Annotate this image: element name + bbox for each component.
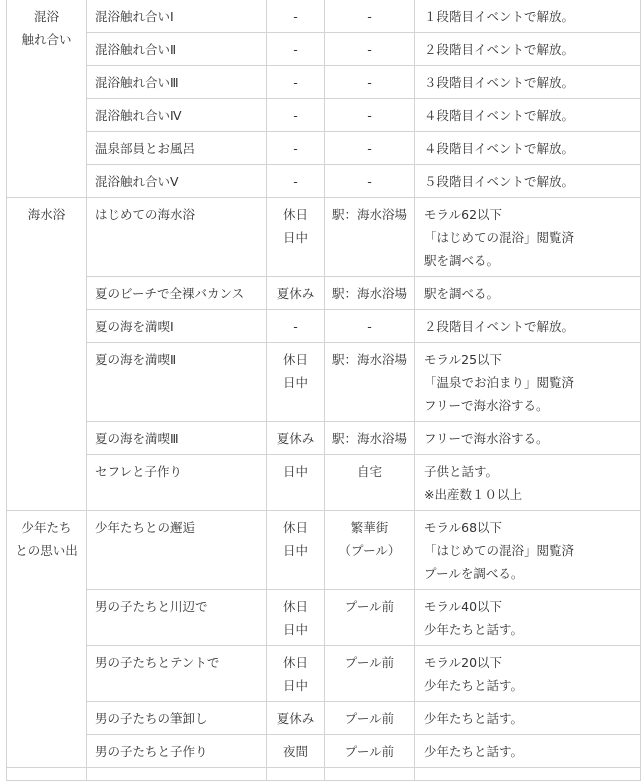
condition-cell — [415, 198, 641, 277]
time-cell — [267, 66, 325, 99]
place-cell — [325, 455, 415, 511]
table-row — [7, 422, 641, 455]
place-cell-line: 繁華街 — [350, 520, 389, 535]
empty-cell — [415, 768, 641, 781]
time-cell-line: 日中 — [282, 464, 308, 479]
event-name-cell: 温泉部員とお風呂 — [87, 132, 267, 165]
time-cell — [267, 310, 325, 343]
time-cell — [267, 165, 325, 198]
condition-cell-line: 「はじめての混浴」閲覧済 — [424, 543, 575, 558]
place-cell — [325, 590, 415, 646]
condition-cell — [415, 702, 641, 735]
condition-cell — [415, 0, 641, 33]
time-cell-line: 休日 — [282, 207, 308, 222]
table-row — [7, 132, 641, 165]
category-cell — [7, 0, 87, 198]
place-cell — [325, 0, 415, 33]
event-name-cell: 夏の海を満喫Ⅲ — [87, 422, 267, 455]
time-cell-line: - — [293, 319, 298, 334]
time-cell-line: 日中 — [282, 622, 308, 637]
empty-cell — [325, 768, 415, 781]
time-cell — [267, 343, 325, 422]
place-cell — [325, 277, 415, 310]
place-cell-line: - — [367, 42, 372, 57]
table-row — [7, 0, 641, 33]
category-cell — [7, 511, 87, 768]
condition-cell — [415, 735, 641, 768]
time-cell-line: 日中 — [282, 678, 308, 693]
condition-cell — [415, 165, 641, 198]
event-table-body — [7, 0, 641, 781]
place-cell — [325, 99, 415, 132]
category-cell — [7, 198, 87, 511]
condition-cell-line: ３段階目イベントで解放。 — [424, 75, 575, 90]
place-cell — [325, 735, 415, 768]
condition-cell-line: 子供と話す。 — [424, 464, 499, 479]
condition-cell-line: フリーで海水浴する。 — [424, 431, 549, 446]
empty-cell — [87, 768, 267, 781]
place-cell — [325, 422, 415, 455]
condition-cell-line: モラル40以下 — [424, 599, 503, 614]
time-cell — [267, 646, 325, 702]
condition-cell-line: １段階目イベントで解放。 — [424, 9, 575, 24]
event-name-cell: 夏のビーチで全裸バカンス — [87, 277, 267, 310]
event-name-cell: 夏の海を満喫Ⅱ — [87, 343, 267, 422]
condition-cell — [415, 511, 641, 590]
condition-cell-line: モラル68以下 — [424, 520, 503, 535]
time-cell-line: 日中 — [282, 375, 308, 390]
event-name-cell: 混浴触れ合いⅣ — [87, 99, 267, 132]
time-cell — [267, 422, 325, 455]
time-cell-line: - — [293, 108, 298, 123]
event-name-cell: 混浴触れ合いⅠ — [87, 0, 267, 33]
time-cell-line: - — [293, 141, 298, 156]
place-cell — [325, 702, 415, 735]
time-cell — [267, 702, 325, 735]
time-cell — [267, 132, 325, 165]
event-table — [6, 0, 641, 781]
time-cell — [267, 198, 325, 277]
table-row — [7, 735, 641, 768]
place-cell — [325, 198, 415, 277]
time-cell-line: 休日 — [282, 520, 308, 535]
event-name-cell: 男の子たちとテントで — [87, 646, 267, 702]
table-row — [7, 511, 641, 590]
place-cell — [325, 165, 415, 198]
time-cell-line: 夜間 — [282, 744, 308, 759]
condition-cell — [415, 99, 641, 132]
time-cell — [267, 99, 325, 132]
event-name-cell: 夏の海を満喫Ⅰ — [87, 310, 267, 343]
table-row — [7, 310, 641, 343]
condition-cell-line: 少年たちと話す。 — [424, 711, 524, 726]
condition-cell — [415, 277, 641, 310]
condition-cell-line: ※出産数１０以上 — [424, 487, 522, 502]
table-row — [7, 590, 641, 646]
place-cell-line: 自宅 — [356, 464, 382, 479]
condition-cell — [415, 132, 641, 165]
condition-cell — [415, 66, 641, 99]
time-cell — [267, 455, 325, 511]
place-cell-line: プール前 — [344, 711, 395, 726]
place-cell-line: - — [367, 9, 372, 24]
time-cell — [267, 511, 325, 590]
event-name-cell: 少年たちとの邂逅 — [87, 511, 267, 590]
condition-cell-line: ５段階目イベントで解放。 — [424, 174, 575, 189]
condition-cell-line: フリーで海水浴する。 — [424, 398, 549, 413]
place-cell-line: プール前 — [344, 655, 395, 670]
place-cell-line: - — [367, 319, 372, 334]
condition-cell — [415, 590, 641, 646]
condition-cell-line: 少年たちと話す。 — [424, 622, 524, 637]
table-row — [7, 198, 641, 277]
place-cell-line: 駅：海水浴場 — [331, 207, 407, 222]
condition-cell — [415, 422, 641, 455]
condition-cell-line: 少年たちと話す。 — [424, 744, 524, 759]
event-name-cell: 男の子たちと川辺で — [87, 590, 267, 646]
time-cell-line: 日中 — [282, 543, 308, 558]
time-cell-line: 休日 — [282, 655, 308, 670]
event-name-cell: 混浴触れ合いⅤ — [87, 165, 267, 198]
time-cell-line: 日中 — [282, 230, 308, 245]
condition-cell-line: モラル20以下 — [424, 655, 503, 670]
time-cell-line: - — [293, 75, 298, 90]
condition-cell-line: ４段階目イベントで解放。 — [424, 108, 575, 123]
place-cell-line: （プール） — [338, 543, 401, 558]
table-row — [7, 702, 641, 735]
place-cell-line: - — [367, 174, 372, 189]
condition-cell-line: ２段階目イベントで解放。 — [424, 42, 575, 57]
time-cell-line: 夏休み — [276, 711, 315, 726]
condition-cell-line: モラル62以下 — [424, 207, 503, 222]
category-cell-line: 触れ合い — [21, 32, 72, 47]
empty-cell — [7, 768, 87, 781]
time-cell-line: 夏休み — [276, 431, 315, 446]
condition-cell-line: 「温泉でお泊まり」閲覧済 — [424, 375, 575, 390]
condition-cell — [415, 646, 641, 702]
time-cell — [267, 33, 325, 66]
condition-cell-line: モラル25以下 — [424, 352, 503, 367]
event-name-cell: 混浴触れ合いⅡ — [87, 33, 267, 66]
time-cell-line: 夏休み — [276, 286, 315, 301]
condition-cell — [415, 455, 641, 511]
event-name-cell: セフレと子作り — [87, 455, 267, 511]
time-cell — [267, 0, 325, 33]
table-row — [7, 99, 641, 132]
table-row — [7, 277, 641, 310]
event-name-cell: 混浴触れ合いⅢ — [87, 66, 267, 99]
table-row — [7, 343, 641, 422]
event-name-cell: 男の子たちの筆卸し — [87, 702, 267, 735]
condition-cell — [415, 343, 641, 422]
time-cell — [267, 735, 325, 768]
condition-cell — [415, 33, 641, 66]
category-cell-line: 海水浴 — [27, 207, 66, 222]
place-cell-line: 駅：海水浴場 — [331, 352, 407, 367]
place-cell — [325, 66, 415, 99]
time-cell-line: - — [293, 42, 298, 57]
time-cell — [267, 277, 325, 310]
table-row — [7, 455, 641, 511]
table-row — [7, 165, 641, 198]
condition-cell-line: 駅を調べる。 — [424, 253, 500, 268]
place-cell — [325, 310, 415, 343]
place-cell-line: プール前 — [344, 599, 395, 614]
time-cell — [267, 590, 325, 646]
condition-cell-line: プールを調べる。 — [424, 566, 524, 581]
place-cell — [325, 132, 415, 165]
category-cell-line: 少年たち — [21, 520, 72, 535]
time-cell-line: 休日 — [282, 352, 308, 367]
place-cell — [325, 646, 415, 702]
time-cell-line: 休日 — [282, 599, 308, 614]
table-row — [7, 66, 641, 99]
category-cell-line: との思い出 — [15, 543, 78, 558]
place-cell-line: - — [367, 75, 372, 90]
event-name-cell: はじめての海水浴 — [87, 198, 267, 277]
condition-cell-line: 駅を調べる。 — [424, 286, 500, 301]
condition-cell-line: ４段階目イベントで解放。 — [424, 141, 575, 156]
place-cell-line: 駅：海水浴場 — [331, 286, 407, 301]
condition-cell-line: ２段階目イベントで解放。 — [424, 319, 575, 334]
table-row-partial — [7, 768, 641, 781]
table-row — [7, 33, 641, 66]
time-cell-line: - — [293, 174, 298, 189]
place-cell-line: 駅：海水浴場 — [331, 431, 407, 446]
empty-cell — [267, 768, 325, 781]
condition-cell — [415, 310, 641, 343]
category-cell-line: 混浴 — [33, 9, 59, 24]
place-cell-line: - — [367, 141, 372, 156]
place-cell-line: - — [367, 108, 372, 123]
event-name-cell: 男の子たちと子作り — [87, 735, 267, 768]
table-row — [7, 646, 641, 702]
condition-cell-line: 少年たちと話す。 — [424, 678, 524, 693]
place-cell — [325, 33, 415, 66]
place-cell — [325, 343, 415, 422]
condition-cell-line: 「はじめての混浴」閲覧済 — [424, 230, 575, 245]
place-cell — [325, 511, 415, 590]
time-cell-line: - — [293, 9, 298, 24]
place-cell-line: プール前 — [344, 744, 395, 759]
